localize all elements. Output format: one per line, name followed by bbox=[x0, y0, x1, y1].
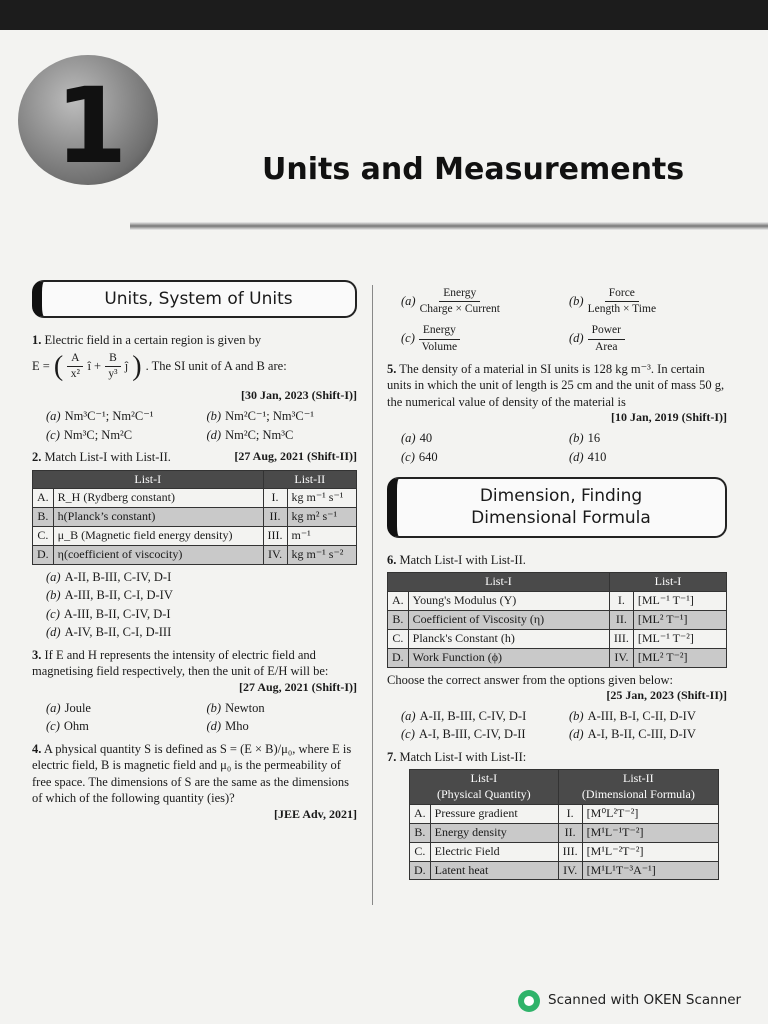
section-heading-dimension bbox=[387, 477, 727, 538]
cell: II. bbox=[558, 823, 582, 842]
chapter-title: Units and Measurements bbox=[262, 152, 685, 187]
cell: III. bbox=[609, 629, 633, 648]
cell: Young's Modulus (Y) bbox=[408, 592, 609, 611]
q1-options bbox=[46, 408, 357, 443]
q6-instruction: Choose the correct answer from the options given below: bbox=[387, 672, 674, 687]
scanner-watermark bbox=[518, 990, 741, 1012]
table-header: List-I bbox=[33, 470, 264, 489]
left-column bbox=[32, 280, 357, 822]
q2-text: Match List-I with List-II. bbox=[44, 450, 171, 465]
q5-option-c[interactable] bbox=[401, 449, 559, 466]
cell: D. bbox=[410, 861, 431, 880]
q1-option-a[interactable] bbox=[46, 408, 197, 425]
option-letter: (a) bbox=[46, 409, 61, 424]
q3-option-d[interactable] bbox=[207, 718, 358, 735]
cell: III. bbox=[558, 842, 582, 861]
section-heading-line: Dimension, Finding bbox=[479, 486, 643, 507]
q4-source: [JEE Adv, 2021] bbox=[273, 806, 357, 821]
q1-eq-i: î + bbox=[87, 359, 102, 374]
option-text: Nm²C⁻¹; Nm³C⁻¹ bbox=[225, 409, 315, 424]
option-letter: (d) bbox=[206, 427, 222, 442]
option-letter: (b) bbox=[206, 700, 222, 715]
cell: [M¹L¹T⁻³A⁻¹] bbox=[582, 861, 718, 880]
q3-option-c[interactable] bbox=[46, 718, 197, 735]
cell: C. bbox=[388, 629, 409, 648]
cell: kg m⁻¹ s⁻² bbox=[287, 545, 356, 564]
cell: A. bbox=[388, 592, 409, 611]
q7-match-table bbox=[409, 769, 719, 880]
q2-source: [27 Aug, 2021 (Shift-II)] bbox=[234, 449, 357, 464]
option-fraction bbox=[588, 323, 625, 354]
q5-option-b[interactable] bbox=[569, 430, 727, 447]
q4-text: A physical quantity S is defined as S = (E × B)/μ₀, where E is electric field, B is magnetic field and μ₀ is the permeability of free space. The dimensions of S are the same as the dimensions of which of the following quantity (ies)? bbox=[32, 741, 352, 806]
option-letter: (d) bbox=[569, 449, 584, 464]
q1-source: [30 Jan, 2023 (Shift-I)] bbox=[241, 388, 357, 403]
frac-num: A bbox=[67, 351, 83, 367]
cell: B. bbox=[388, 611, 409, 630]
cell: D. bbox=[33, 545, 54, 564]
option-letter: (d) bbox=[569, 330, 584, 345]
q5-number: 5. bbox=[387, 361, 397, 376]
q1-eq-lhs: E = bbox=[32, 359, 50, 374]
q7-number: 7. bbox=[387, 749, 397, 764]
chapter-number: 1 bbox=[55, 65, 128, 187]
option-text: 640 bbox=[418, 449, 438, 464]
q1-option-c[interactable] bbox=[46, 427, 197, 444]
option-letter: (c) bbox=[401, 727, 415, 742]
table-header bbox=[410, 770, 559, 805]
cell: II. bbox=[263, 508, 287, 527]
frac-num: B bbox=[105, 351, 121, 367]
option-text: 410 bbox=[587, 449, 607, 464]
cell: I. bbox=[609, 592, 633, 611]
q5-source: [10 Jan, 2019 (Shift-I)] bbox=[611, 410, 727, 425]
option-text: Mho bbox=[225, 719, 249, 734]
q6-option-a[interactable] bbox=[401, 708, 559, 725]
cell: Work Function (ϕ) bbox=[408, 648, 609, 667]
title-rule bbox=[130, 222, 768, 230]
cell: R_H (Rydberg constant) bbox=[53, 489, 263, 508]
oken-logo-icon bbox=[518, 990, 540, 1012]
q4-options bbox=[401, 286, 727, 355]
cell: m⁻¹ bbox=[287, 527, 356, 546]
q6-option-d[interactable] bbox=[569, 726, 727, 743]
option-text: Ohm bbox=[63, 719, 89, 734]
q1-number: 1. bbox=[32, 333, 42, 348]
option-text: A-III, B-II, C-I, D-IV bbox=[64, 588, 173, 603]
cell: Latent heat bbox=[430, 861, 558, 880]
q4-option-d[interactable] bbox=[569, 323, 727, 354]
cell: kg m² s⁻¹ bbox=[287, 508, 356, 527]
option-letter: (d) bbox=[569, 727, 584, 742]
q1-tail: . The SI unit of A and B are: bbox=[145, 359, 287, 374]
question-7 bbox=[387, 749, 727, 880]
q1-frac-b bbox=[105, 351, 121, 382]
section-heading-units: Units, System of Units bbox=[32, 280, 357, 318]
option-text: A-IV, B-II, C-I, D-III bbox=[64, 625, 172, 640]
question-3 bbox=[32, 647, 357, 735]
cell: B. bbox=[410, 823, 431, 842]
frac-num: Power bbox=[588, 323, 625, 339]
option-text: 40 bbox=[419, 431, 433, 446]
option-text: A-I, B-II, C-III, D-IV bbox=[587, 727, 696, 742]
q1-option-d[interactable] bbox=[207, 427, 358, 444]
q1-eq-j: ĵ bbox=[124, 359, 129, 374]
question-1 bbox=[32, 332, 357, 443]
option-letter: (d) bbox=[206, 719, 222, 734]
frac-den: Charge × Current bbox=[419, 303, 500, 316]
cell: [ML² T⁻¹] bbox=[633, 611, 726, 630]
column-divider bbox=[372, 285, 373, 905]
cell: C. bbox=[410, 842, 431, 861]
table-header: List-II bbox=[263, 470, 356, 489]
section-heading-line: Dimensional Formula bbox=[471, 508, 651, 529]
table-row bbox=[410, 805, 719, 824]
q2-option-d[interactable] bbox=[46, 624, 357, 641]
cell: III. bbox=[263, 527, 287, 546]
cell: I. bbox=[558, 805, 582, 824]
q4-option-c[interactable] bbox=[401, 323, 559, 354]
option-letter: (b) bbox=[569, 431, 584, 446]
q3-option-a[interactable] bbox=[46, 700, 197, 717]
option-letter: (b) bbox=[206, 409, 222, 424]
cell: [M¹L⁻²T⁻²] bbox=[582, 842, 718, 861]
option-text: Nm³C; Nm²C bbox=[63, 427, 133, 442]
cell: C. bbox=[33, 527, 54, 546]
cell: η(coefficient of viscocity) bbox=[53, 545, 263, 564]
right-column bbox=[387, 286, 727, 884]
q1-equation bbox=[32, 351, 357, 382]
left-paren: ( bbox=[53, 350, 64, 382]
question-5 bbox=[387, 361, 727, 465]
header-line: (Dimensional Formula) bbox=[581, 787, 695, 802]
cell: IV. bbox=[263, 545, 287, 564]
option-text: Joule bbox=[64, 700, 91, 715]
frac-num: Force bbox=[605, 286, 639, 302]
cell: A. bbox=[33, 489, 54, 508]
q2-options bbox=[46, 569, 357, 641]
option-text: Newton bbox=[225, 700, 265, 715]
q4-option-b[interactable] bbox=[569, 286, 727, 317]
q3-text: If E and H represents the intensity of electric field and magnetising field respectively, then the unit of E/H will be: bbox=[32, 647, 329, 679]
cell: II. bbox=[609, 611, 633, 630]
q2-number: 2. bbox=[32, 450, 42, 465]
header-line: List-I bbox=[470, 771, 498, 786]
q6-number: 6. bbox=[387, 552, 397, 567]
cell: Coefficient of Viscosity (η) bbox=[408, 611, 609, 630]
table-row bbox=[33, 508, 357, 527]
q5-options bbox=[401, 430, 727, 465]
table-row bbox=[33, 527, 357, 546]
q5-option-d[interactable] bbox=[569, 449, 727, 466]
option-letter: (c) bbox=[401, 330, 415, 345]
cell: [M¹L⁻¹T⁻²] bbox=[582, 823, 718, 842]
q5-option-a[interactable] bbox=[401, 430, 559, 447]
q3-options bbox=[46, 700, 357, 735]
table-header bbox=[558, 770, 718, 805]
q6-source: [25 Jan, 2023 (Shift-II)] bbox=[606, 688, 727, 703]
q7-text: Match List-I with List-II: bbox=[399, 749, 527, 764]
right-paren: ) bbox=[132, 350, 142, 382]
table-row bbox=[410, 861, 719, 880]
option-text: Nm³C⁻¹; Nm²C⁻¹ bbox=[64, 409, 154, 424]
frac-den: x² bbox=[70, 368, 80, 381]
option-letter: (a) bbox=[401, 293, 416, 308]
option-text: Nm²C; Nm³C bbox=[225, 427, 294, 442]
frac-den: Volume bbox=[421, 340, 458, 353]
q1-option-b[interactable] bbox=[207, 408, 358, 425]
option-text: A-III, B-I, C-II, D-IV bbox=[587, 708, 696, 723]
frac-num: Energy bbox=[419, 323, 460, 339]
q4-option-a[interactable] bbox=[401, 286, 559, 317]
header-line: (Physical Quantity) bbox=[437, 787, 531, 802]
q6-match-table bbox=[387, 572, 727, 667]
q1-frac-a bbox=[67, 351, 83, 382]
cell: Electric Field bbox=[430, 842, 558, 861]
cell: [ML⁻¹ T⁻²] bbox=[633, 629, 726, 648]
cell: [M⁰L²T⁻²] bbox=[582, 805, 718, 824]
table-row bbox=[388, 629, 727, 648]
cell: kg m⁻¹ s⁻¹ bbox=[287, 489, 356, 508]
cell: I. bbox=[263, 489, 287, 508]
option-letter: (b) bbox=[569, 293, 584, 308]
option-fraction bbox=[588, 286, 656, 317]
table-row bbox=[388, 648, 727, 667]
cell: IV. bbox=[609, 648, 633, 667]
header-line: List-II bbox=[623, 771, 654, 786]
q2-option-b[interactable] bbox=[46, 587, 357, 604]
option-text: A-II, B-III, C-IV, D-I bbox=[64, 569, 172, 584]
cell: h(Planck’s constant) bbox=[53, 508, 263, 527]
q6-option-c[interactable] bbox=[401, 726, 559, 743]
q6-text: Match List-I with List-II. bbox=[399, 552, 526, 567]
cell: IV. bbox=[558, 861, 582, 880]
q6-option-b[interactable] bbox=[569, 708, 727, 725]
q2-option-c[interactable] bbox=[46, 606, 357, 623]
frac-num: Energy bbox=[439, 286, 480, 302]
cell: A. bbox=[410, 805, 431, 824]
option-fraction bbox=[419, 323, 460, 354]
option-letter: (c) bbox=[46, 606, 60, 621]
question-4 bbox=[32, 741, 357, 823]
option-letter: (a) bbox=[46, 569, 61, 584]
q3-number: 3. bbox=[32, 647, 42, 662]
table-row bbox=[388, 611, 727, 630]
q6-options bbox=[401, 708, 727, 743]
table-header: List-I bbox=[388, 573, 610, 592]
cell: Planck's Constant (h) bbox=[408, 629, 609, 648]
cell: Pressure gradient bbox=[430, 805, 558, 824]
cell: D. bbox=[388, 648, 409, 667]
q5-text: The density of a material in SI units is 128 kg m⁻³. In certain units in which the unit of length is 25 cm and the unit of mass 50 g, the numerical value of density of the material is bbox=[387, 361, 725, 409]
table-row bbox=[388, 592, 727, 611]
table-row bbox=[33, 545, 357, 564]
cell: Energy density bbox=[430, 823, 558, 842]
cell: B. bbox=[33, 508, 54, 527]
q2-option-a[interactable] bbox=[46, 569, 357, 586]
q4-number: 4. bbox=[32, 741, 42, 756]
question-6 bbox=[387, 552, 727, 743]
option-letter: (d) bbox=[46, 625, 61, 640]
option-fraction bbox=[420, 286, 500, 317]
table-row bbox=[33, 489, 357, 508]
frac-den: Length × Time bbox=[587, 303, 657, 316]
option-letter: (c) bbox=[46, 427, 60, 442]
q3-source: [27 Aug, 2021 (Shift-I)] bbox=[238, 679, 357, 694]
table-header: List-I bbox=[609, 573, 726, 592]
option-letter: (a) bbox=[401, 708, 416, 723]
table-row bbox=[410, 823, 719, 842]
cell: μ_B (Magnetic field energy density) bbox=[53, 527, 263, 546]
option-text: A-I, B-III, C-IV, D-II bbox=[418, 727, 526, 742]
option-letter: (a) bbox=[46, 700, 61, 715]
scanner-text: Scanned with OKEN Scanner bbox=[548, 992, 742, 1009]
q2-match-table bbox=[32, 470, 357, 565]
option-letter: (b) bbox=[569, 708, 584, 723]
option-text: A-III, B-II, C-IV, D-I bbox=[63, 606, 171, 621]
question-2 bbox=[32, 449, 357, 641]
option-letter: (a) bbox=[401, 431, 416, 446]
q1-text: Electric field in a certain region is given by bbox=[44, 333, 262, 348]
option-letter: (b) bbox=[46, 588, 61, 603]
table-row bbox=[410, 842, 719, 861]
cell: [ML⁻¹ T⁻¹] bbox=[633, 592, 726, 611]
option-text: A-II, B-III, C-IV, D-I bbox=[419, 708, 527, 723]
option-letter: (c) bbox=[46, 719, 60, 734]
frac-den: Area bbox=[595, 340, 618, 353]
q3-option-b[interactable] bbox=[207, 700, 358, 717]
cell: [ML² T⁻²] bbox=[633, 648, 726, 667]
frac-den: y³ bbox=[108, 368, 118, 381]
option-letter: (c) bbox=[401, 449, 415, 464]
option-text: 16 bbox=[587, 431, 601, 446]
